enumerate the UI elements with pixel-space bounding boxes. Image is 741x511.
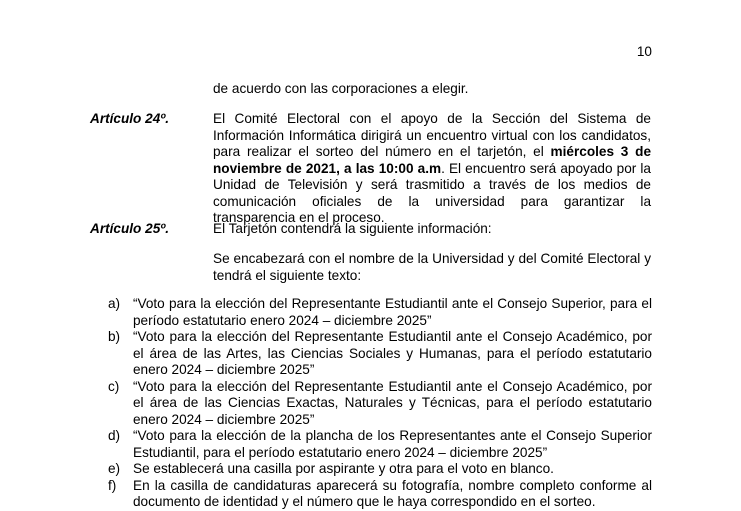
list-item-text: En la casilla de candidaturas aparecerá su fotografía, nombre completo conforme al documento de identidad y el número que le haya correspondido en el sorteo. xyxy=(133,477,652,509)
continuation-paragraph: de acuerdo con las corporaciones a elegir. xyxy=(213,81,469,96)
list-marker: c) xyxy=(108,378,120,394)
list-marker: b) xyxy=(108,329,121,344)
article-24-label: Artículo 24º. xyxy=(90,111,169,126)
list-item xyxy=(108,296,652,329)
article-25-label: Artículo 25º. xyxy=(90,221,169,236)
article-25-paragraph: Se encabezará con el nombre de la Universidad y del Comité Electoral y tendrá el siguiente texto: xyxy=(213,251,651,283)
article-24-text-1: El Comité Electoral con el apoyo de la Sección del Sistema de Información Informática dirigirá un encuentro virtual con los candidatos, para realizar el sorteo del número en el tarjetón, el xyxy=(213,111,651,159)
list-item xyxy=(108,478,652,511)
list-item xyxy=(108,428,652,461)
article-24-paragraph xyxy=(213,111,651,227)
article-24-text-2: . El encuentro será apoyado por la Unidad de Televisión y será trasmitido a través de los medios de comunicación oficiales de la universidad para garantizar la transparencia en el proceso. xyxy=(213,160,651,225)
list-item xyxy=(108,461,652,478)
list-item-text: Se establecerá una casilla por aspirante y otra para el voto en blanco. xyxy=(133,461,554,476)
list-item xyxy=(108,329,652,379)
list-item-text: “Voto para la elección del Representante Estudiantil ante el Consejo Académico, por el área de las Artes, las Ciencias Sociales y Humanas, para el período estatutario enero 2024 – diciembre 2025” xyxy=(133,329,652,377)
list-item-text: “Voto para la elección de la plancha de los Representantes ante el Consejo Superior Estudiantil, para el período estatutario enero 2024 – diciembre 2025” xyxy=(133,428,652,460)
list-marker: d) xyxy=(108,428,121,443)
article-25-intro: El Tarjetón contendrá la siguiente información: xyxy=(213,221,492,236)
article-24-date: miércoles 3 de noviembre de 2021, a las 10:00 a.m xyxy=(213,144,651,176)
ballot-text-list xyxy=(108,296,652,511)
list-item xyxy=(108,379,652,429)
list-marker: a) xyxy=(108,296,121,311)
list-marker: f) xyxy=(108,477,117,493)
list-item-text: “Voto para la elección del Representante Estudiantil ante el Consejo Académico, por el área de las Ciencias Exactas, Naturales y Técnicas, para el período estatutario enero 2024 – diciembre 2025” xyxy=(133,378,652,427)
page-number: 10 xyxy=(636,44,652,59)
list-marker: e) xyxy=(108,461,121,476)
list-item-text: “Voto para la elección del Representante Estudiantil ante el Consejo Superior, para el período estatutario enero 2024 – diciembre 2025” xyxy=(133,296,652,328)
